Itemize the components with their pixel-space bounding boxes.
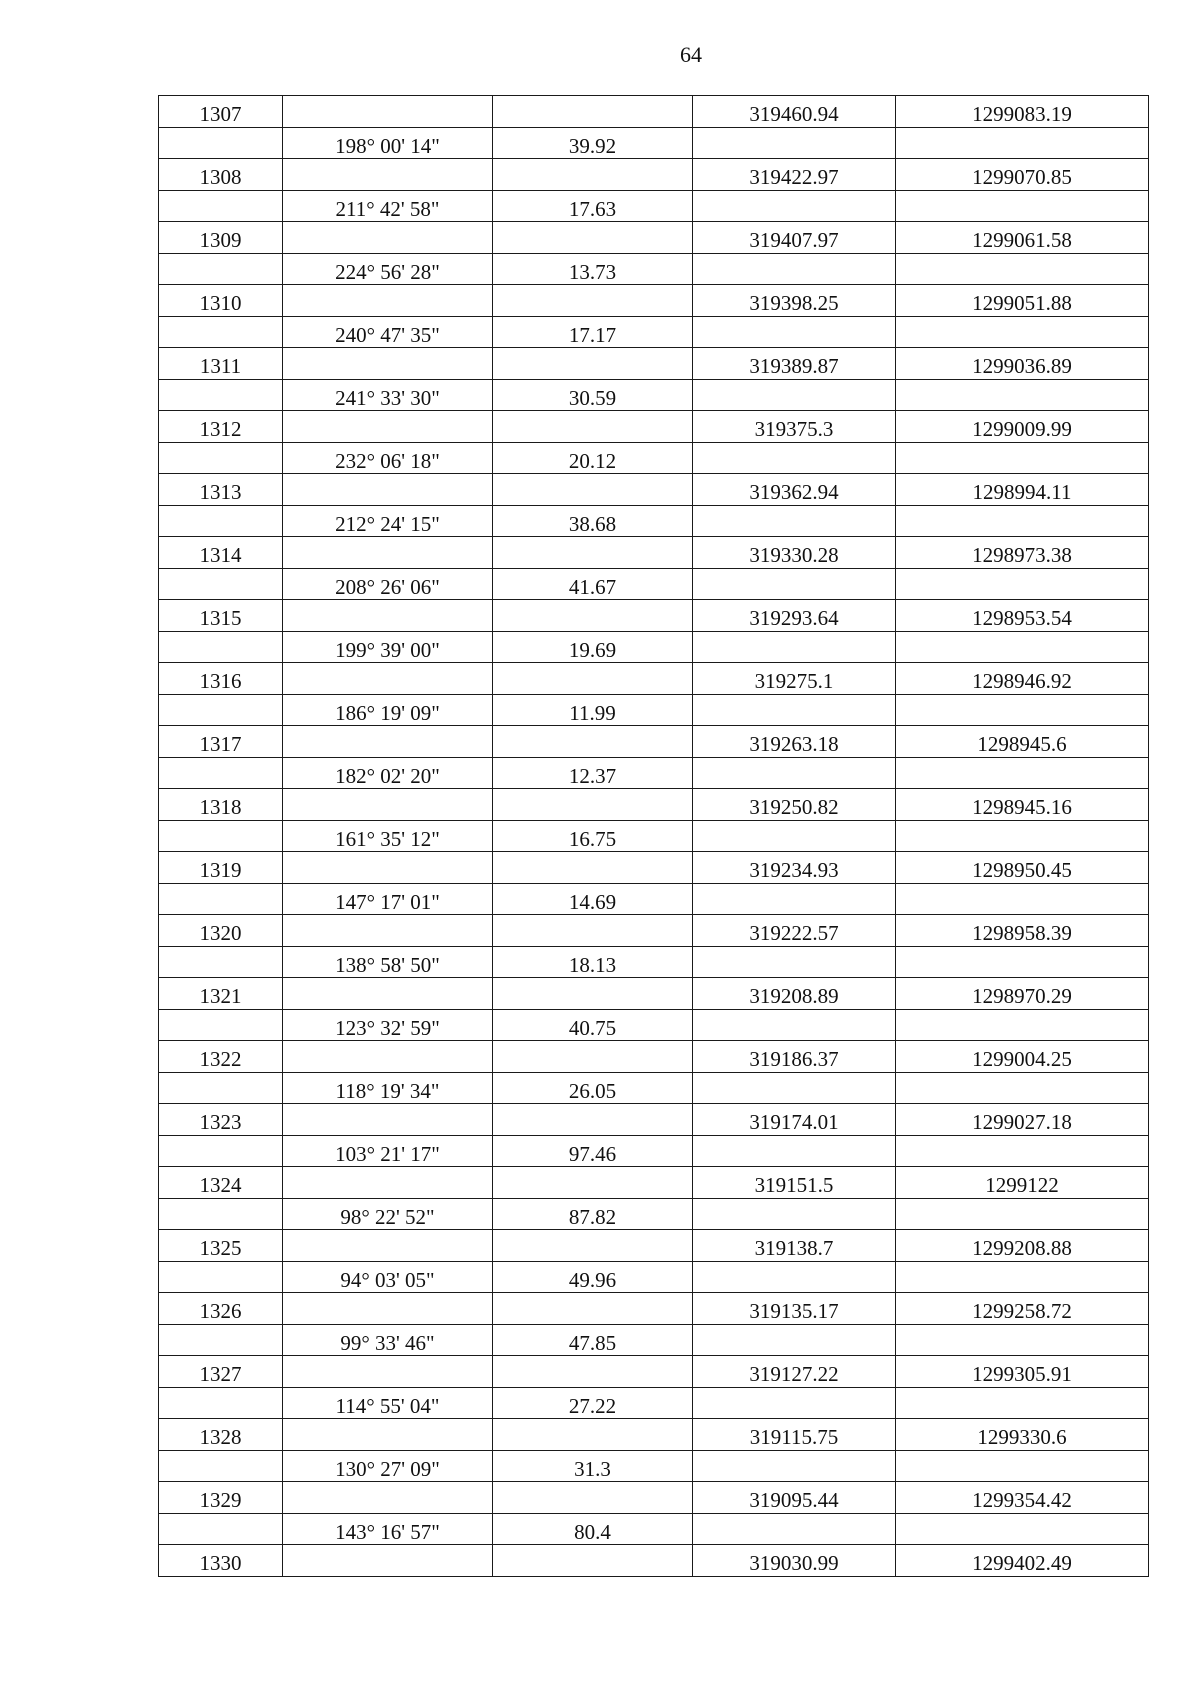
point-id-cell (159, 884, 283, 915)
segment-row (159, 128, 1149, 159)
easting-cell: 319398.25 (693, 285, 896, 317)
distance-cell (493, 789, 693, 821)
point-id-cell (159, 821, 283, 852)
easting-cell (693, 884, 896, 915)
easting-cell: 319407.97 (693, 222, 896, 254)
point-id-cell (159, 443, 283, 474)
northing-cell (896, 1262, 1149, 1293)
point-id-cell: 1327 (159, 1356, 283, 1388)
northing-cell: 1298946.92 (896, 663, 1149, 695)
easting-cell (693, 1010, 896, 1041)
point-id-cell (159, 569, 283, 600)
point-id-cell: 1323 (159, 1104, 283, 1136)
bearing-cell (283, 915, 493, 947)
northing-cell: 1298950.45 (896, 852, 1149, 884)
easting-cell: 319234.93 (693, 852, 896, 884)
bearing-cell: 147° 17' 01" (283, 884, 493, 915)
easting-cell: 319250.82 (693, 789, 896, 821)
northing-cell (896, 632, 1149, 663)
easting-cell: 319389.87 (693, 348, 896, 380)
northing-cell: 1299004.25 (896, 1041, 1149, 1073)
bearing-cell: 143° 16' 57" (283, 1514, 493, 1545)
point-id-cell (159, 506, 283, 537)
northing-cell (896, 506, 1149, 537)
distance-cell (493, 915, 693, 947)
point-id-cell: 1310 (159, 285, 283, 317)
bearing-cell: 224° 56' 28" (283, 254, 493, 285)
segment-row (159, 1073, 1149, 1104)
bearing-cell (283, 1545, 493, 1577)
point-id-cell (159, 1262, 283, 1293)
northing-cell: 1299258.72 (896, 1293, 1149, 1325)
point-id-cell: 1321 (159, 978, 283, 1010)
point-id-cell: 1319 (159, 852, 283, 884)
point-row (159, 915, 1149, 947)
segment-row (159, 1514, 1149, 1545)
northing-cell (896, 1136, 1149, 1167)
easting-cell (693, 947, 896, 978)
distance-cell (493, 726, 693, 758)
point-row (159, 1356, 1149, 1388)
distance-cell (493, 222, 693, 254)
northing-cell: 1299354.42 (896, 1482, 1149, 1514)
distance-cell (493, 978, 693, 1010)
easting-cell (693, 821, 896, 852)
bearing-cell (283, 1041, 493, 1073)
bearing-cell: 198° 00' 14" (283, 128, 493, 159)
northing-cell: 1298945.6 (896, 726, 1149, 758)
bearing-cell: 208° 26' 06" (283, 569, 493, 600)
easting-cell: 319030.99 (693, 1545, 896, 1577)
distance-cell: 16.75 (493, 821, 693, 852)
point-id-cell (159, 191, 283, 222)
segment-row (159, 884, 1149, 915)
easting-cell: 319186.37 (693, 1041, 896, 1073)
point-id-cell (159, 1451, 283, 1482)
distance-cell: 41.67 (493, 569, 693, 600)
point-id-cell (159, 1010, 283, 1041)
bearing-cell: 123° 32' 59" (283, 1010, 493, 1041)
northing-cell: 1299036.89 (896, 348, 1149, 380)
segment-row (159, 947, 1149, 978)
segment-row (159, 1388, 1149, 1419)
northing-cell (896, 128, 1149, 159)
bearing-cell (283, 1293, 493, 1325)
easting-cell: 319275.1 (693, 663, 896, 695)
distance-cell (493, 474, 693, 506)
point-id-cell: 1322 (159, 1041, 283, 1073)
point-row (159, 1482, 1149, 1514)
distance-cell (493, 852, 693, 884)
segment-row (159, 191, 1149, 222)
easting-cell (693, 1388, 896, 1419)
bearing-cell: 211° 42' 58" (283, 191, 493, 222)
easting-cell (693, 758, 896, 789)
point-id-cell: 1308 (159, 159, 283, 191)
point-id-cell: 1312 (159, 411, 283, 443)
bearing-cell: 241° 33' 30" (283, 380, 493, 411)
point-row (159, 1230, 1149, 1262)
bearing-cell: 118° 19' 34" (283, 1073, 493, 1104)
bearing-cell (283, 1419, 493, 1451)
distance-cell: 17.17 (493, 317, 693, 348)
bearing-cell: 114° 55' 04" (283, 1388, 493, 1419)
northing-cell (896, 317, 1149, 348)
segment-row (159, 695, 1149, 726)
point-id-cell: 1316 (159, 663, 283, 695)
easting-cell: 319115.75 (693, 1419, 896, 1451)
easting-cell: 319362.94 (693, 474, 896, 506)
northing-cell (896, 1451, 1149, 1482)
distance-cell (493, 1545, 693, 1577)
point-row (159, 663, 1149, 695)
point-id-cell (159, 128, 283, 159)
easting-cell (693, 1136, 896, 1167)
distance-cell (493, 285, 693, 317)
northing-cell: 1299083.19 (896, 96, 1149, 128)
easting-cell (693, 1262, 896, 1293)
point-row (159, 96, 1149, 128)
distance-cell: 27.22 (493, 1388, 693, 1419)
point-row (159, 1293, 1149, 1325)
bearing-cell (283, 96, 493, 128)
northing-cell (896, 947, 1149, 978)
distance-cell (493, 663, 693, 695)
bearing-cell: 212° 24' 15" (283, 506, 493, 537)
northing-cell (896, 1325, 1149, 1356)
easting-cell: 319151.5 (693, 1167, 896, 1199)
point-id-cell (159, 947, 283, 978)
easting-cell: 319422.97 (693, 159, 896, 191)
easting-cell (693, 569, 896, 600)
easting-cell: 319208.89 (693, 978, 896, 1010)
table-body (159, 96, 1149, 1577)
bearing-cell: 98° 22' 52" (283, 1199, 493, 1230)
point-row (159, 537, 1149, 569)
point-id-cell: 1315 (159, 600, 283, 632)
distance-cell: 38.68 (493, 506, 693, 537)
northing-cell (896, 821, 1149, 852)
distance-cell (493, 1482, 693, 1514)
distance-cell (493, 1104, 693, 1136)
point-id-cell: 1326 (159, 1293, 283, 1325)
point-id-cell (159, 695, 283, 726)
bearing-cell: 232° 06' 18" (283, 443, 493, 474)
point-id-cell: 1324 (159, 1167, 283, 1199)
segment-row (159, 380, 1149, 411)
point-id-cell: 1328 (159, 1419, 283, 1451)
easting-cell: 319095.44 (693, 1482, 896, 1514)
page-number: 64 (680, 42, 702, 67)
point-id-cell (159, 758, 283, 789)
distance-cell (493, 348, 693, 380)
northing-cell (896, 758, 1149, 789)
bearing-cell (283, 411, 493, 443)
northing-cell: 1299061.58 (896, 222, 1149, 254)
point-row (159, 726, 1149, 758)
easting-cell (693, 128, 896, 159)
northing-cell: 1299402.49 (896, 1545, 1149, 1577)
bearing-cell: 161° 35' 12" (283, 821, 493, 852)
distance-cell (493, 411, 693, 443)
northing-cell (896, 1199, 1149, 1230)
bearing-cell (283, 222, 493, 254)
easting-cell (693, 1451, 896, 1482)
easting-cell: 319222.57 (693, 915, 896, 947)
northing-cell (896, 695, 1149, 726)
northing-cell (896, 1514, 1149, 1545)
point-row (159, 852, 1149, 884)
distance-cell: 40.75 (493, 1010, 693, 1041)
bearing-cell (283, 1167, 493, 1199)
easting-cell: 319375.3 (693, 411, 896, 443)
distance-cell (493, 96, 693, 128)
northing-cell: 1298953.54 (896, 600, 1149, 632)
segment-row (159, 1136, 1149, 1167)
bearing-cell: 130° 27' 09" (283, 1451, 493, 1482)
point-row (159, 1167, 1149, 1199)
point-id-cell: 1311 (159, 348, 283, 380)
point-id-cell: 1313 (159, 474, 283, 506)
segment-row (159, 1199, 1149, 1230)
point-row (159, 285, 1149, 317)
northing-cell (896, 884, 1149, 915)
segment-row (159, 506, 1149, 537)
easting-cell: 319138.7 (693, 1230, 896, 1262)
point-id-cell: 1317 (159, 726, 283, 758)
distance-cell: 12.37 (493, 758, 693, 789)
northing-cell: 1298994.11 (896, 474, 1149, 506)
point-id-cell (159, 317, 283, 348)
point-row (159, 348, 1149, 380)
point-row (159, 1041, 1149, 1073)
northing-cell (896, 1388, 1149, 1419)
segment-row (159, 443, 1149, 474)
segment-row (159, 1325, 1149, 1356)
point-id-cell: 1307 (159, 96, 283, 128)
easting-cell (693, 317, 896, 348)
distance-cell: 97.46 (493, 1136, 693, 1167)
northing-cell: 1298945.16 (896, 789, 1149, 821)
distance-cell: 20.12 (493, 443, 693, 474)
easting-cell (693, 1514, 896, 1545)
segment-row (159, 317, 1149, 348)
bearing-cell (283, 537, 493, 569)
point-id-cell: 1320 (159, 915, 283, 947)
bearing-cell: 240° 47' 35" (283, 317, 493, 348)
point-id-cell (159, 632, 283, 663)
northing-cell: 1299305.91 (896, 1356, 1149, 1388)
easting-cell: 319135.17 (693, 1293, 896, 1325)
bearing-cell (283, 1104, 493, 1136)
distance-cell: 80.4 (493, 1514, 693, 1545)
northing-cell: 1298973.38 (896, 537, 1149, 569)
segment-row (159, 758, 1149, 789)
bearing-cell (283, 600, 493, 632)
bearing-cell: 182° 02' 20" (283, 758, 493, 789)
distance-cell (493, 1419, 693, 1451)
bearing-cell (283, 663, 493, 695)
bearing-cell: 103° 21' 17" (283, 1136, 493, 1167)
point-id-cell: 1325 (159, 1230, 283, 1262)
point-row (159, 411, 1149, 443)
point-id-cell (159, 1136, 283, 1167)
point-id-cell (159, 1199, 283, 1230)
distance-cell: 31.3 (493, 1451, 693, 1482)
easting-cell: 319263.18 (693, 726, 896, 758)
point-id-cell (159, 1514, 283, 1545)
distance-cell (493, 159, 693, 191)
northing-cell (896, 1010, 1149, 1041)
distance-cell (493, 1293, 693, 1325)
distance-cell (493, 537, 693, 569)
easting-cell (693, 443, 896, 474)
segment-row (159, 821, 1149, 852)
bearing-cell: 199° 39' 00" (283, 632, 493, 663)
segment-row (159, 1010, 1149, 1041)
easting-cell (693, 1073, 896, 1104)
point-row (159, 1545, 1149, 1577)
easting-cell: 319293.64 (693, 600, 896, 632)
northing-cell (896, 569, 1149, 600)
bearing-cell (283, 348, 493, 380)
distance-cell: 26.05 (493, 1073, 693, 1104)
bearing-cell (283, 789, 493, 821)
easting-cell (693, 632, 896, 663)
point-id-cell: 1314 (159, 537, 283, 569)
point-row (159, 474, 1149, 506)
distance-cell (493, 600, 693, 632)
distance-cell: 39.92 (493, 128, 693, 159)
survey-coordinates-table (158, 95, 1149, 1577)
easting-cell (693, 1199, 896, 1230)
easting-cell: 319330.28 (693, 537, 896, 569)
distance-cell: 13.73 (493, 254, 693, 285)
northing-cell (896, 191, 1149, 222)
distance-cell: 47.85 (493, 1325, 693, 1356)
point-id-cell: 1309 (159, 222, 283, 254)
point-row (159, 159, 1149, 191)
point-id-cell (159, 380, 283, 411)
easting-cell (693, 380, 896, 411)
segment-row (159, 632, 1149, 663)
bearing-cell: 94° 03' 05" (283, 1262, 493, 1293)
bearing-cell (283, 159, 493, 191)
point-row (159, 789, 1149, 821)
distance-cell: 11.99 (493, 695, 693, 726)
easting-cell: 319174.01 (693, 1104, 896, 1136)
northing-cell: 1299122 (896, 1167, 1149, 1199)
easting-cell (693, 695, 896, 726)
distance-cell: 19.69 (493, 632, 693, 663)
bearing-cell (283, 978, 493, 1010)
distance-cell: 87.82 (493, 1199, 693, 1230)
northing-cell: 1299027.18 (896, 1104, 1149, 1136)
bearing-cell (283, 1356, 493, 1388)
northing-cell: 1299051.88 (896, 285, 1149, 317)
bearing-cell: 99° 33' 46" (283, 1325, 493, 1356)
bearing-cell: 138° 58' 50" (283, 947, 493, 978)
distance-cell (493, 1167, 693, 1199)
point-row (159, 1419, 1149, 1451)
northing-cell (896, 380, 1149, 411)
point-id-cell: 1329 (159, 1482, 283, 1514)
easting-cell: 319127.22 (693, 1356, 896, 1388)
distance-cell: 18.13 (493, 947, 693, 978)
northing-cell: 1298958.39 (896, 915, 1149, 947)
easting-cell (693, 254, 896, 285)
point-id-cell (159, 1325, 283, 1356)
northing-cell: 1298970.29 (896, 978, 1149, 1010)
point-id-cell (159, 254, 283, 285)
bearing-cell (283, 852, 493, 884)
segment-row (159, 1262, 1149, 1293)
segment-row (159, 569, 1149, 600)
point-row (159, 978, 1149, 1010)
distance-cell: 30.59 (493, 380, 693, 411)
distance-cell: 17.63 (493, 191, 693, 222)
distance-cell: 49.96 (493, 1262, 693, 1293)
point-row (159, 1104, 1149, 1136)
northing-cell: 1299330.6 (896, 1419, 1149, 1451)
bearing-cell (283, 474, 493, 506)
northing-cell (896, 254, 1149, 285)
point-id-cell: 1318 (159, 789, 283, 821)
bearing-cell (283, 726, 493, 758)
easting-cell (693, 191, 896, 222)
easting-cell (693, 506, 896, 537)
northing-cell: 1299208.88 (896, 1230, 1149, 1262)
segment-row (159, 254, 1149, 285)
northing-cell (896, 443, 1149, 474)
bearing-cell: 186° 19' 09" (283, 695, 493, 726)
easting-cell (693, 1325, 896, 1356)
distance-cell (493, 1230, 693, 1262)
point-id-cell: 1330 (159, 1545, 283, 1577)
distance-cell: 14.69 (493, 884, 693, 915)
bearing-cell (283, 285, 493, 317)
northing-cell: 1299070.85 (896, 159, 1149, 191)
northing-cell (896, 1073, 1149, 1104)
northing-cell: 1299009.99 (896, 411, 1149, 443)
distance-cell (493, 1356, 693, 1388)
distance-cell (493, 1041, 693, 1073)
point-id-cell (159, 1073, 283, 1104)
bearing-cell (283, 1482, 493, 1514)
point-row (159, 600, 1149, 632)
segment-row (159, 1451, 1149, 1482)
bearing-cell (283, 1230, 493, 1262)
point-row (159, 222, 1149, 254)
easting-cell: 319460.94 (693, 96, 896, 128)
point-id-cell (159, 1388, 283, 1419)
